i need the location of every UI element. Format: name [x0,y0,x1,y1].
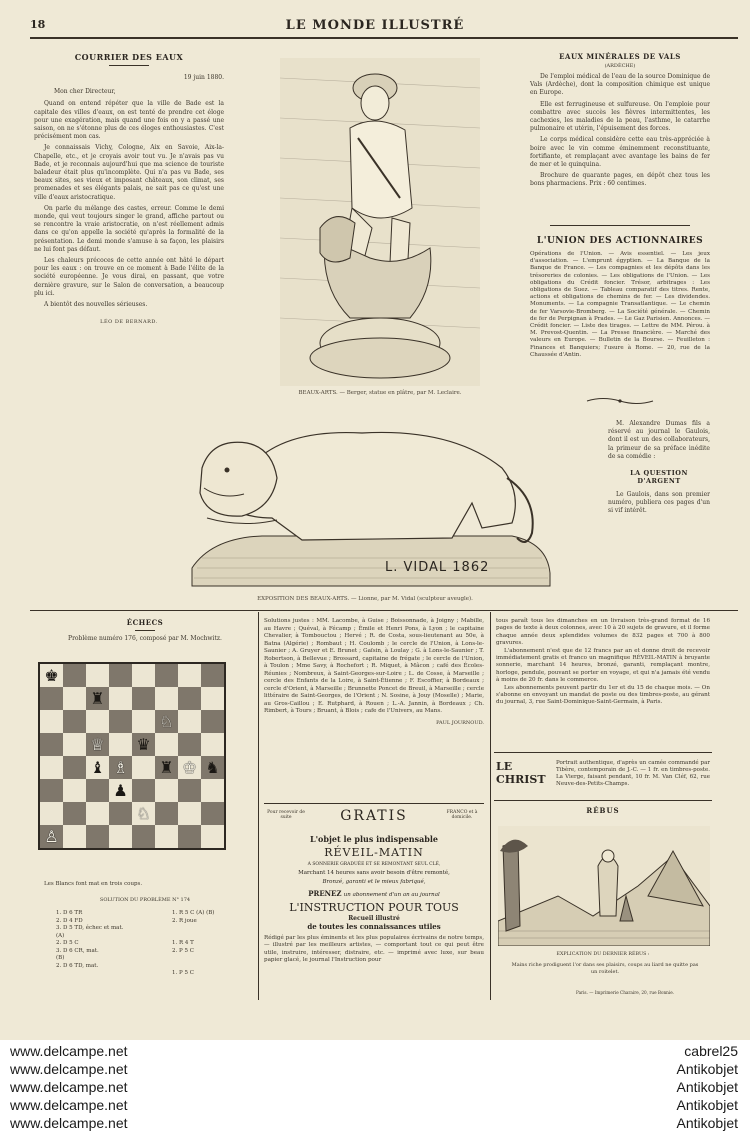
chess-square [132,825,155,848]
gratis-prenez-rest: un abonnement d'un an au journal [343,892,440,898]
chess-square [132,756,155,779]
chess-title: ÉCHECS [126,618,164,627]
chess-square [40,779,63,802]
vals-divider [550,225,690,226]
chess-square [178,664,201,687]
chess-square [109,733,132,756]
chess-piece: ♟ [113,781,128,800]
watermark-left: www.delcampe.net [10,1097,128,1113]
chess-square [178,779,201,802]
chess-square [155,825,178,848]
courrier-body [34,100,224,309]
solution-move: (A) [56,932,65,939]
chess-square [109,664,132,687]
chess-square [201,687,224,710]
solution-move [172,925,252,933]
chess-piece: ♞ [205,758,220,777]
chess-square [155,779,178,802]
solution-move: 2. D 6 TD, mat. [56,962,99,969]
lioness-sculpture-engraving [182,408,557,588]
chess-square [155,802,178,825]
chess-square [155,687,178,710]
chess-square [201,779,224,802]
chess-square [109,687,132,710]
chess-square [63,756,86,779]
solution-move [172,955,252,963]
chess-square [109,802,132,825]
vals-paragraph: De l'emploi médical de l'eau de la source Dominique de Vals (Ardèche), dont la composition chimique est unique en Europe. [530,73,710,97]
solution-move: 1. R 5 C (A) (B) [172,910,215,916]
gratis-body: Rédigé par les plus éminents et les plus populaires écrivains de notre temps, — illustré par les meilleurs artistes, — comportant tout ce qui peut être utile, instruire, intéresser, distraire, etc. — imprimé avec luxe, sur beau papier glacé, le journal l'Instruction pour [264,935,484,964]
chess-section [34,618,256,643]
chess-square [63,802,86,825]
ornament-divider [585,396,655,406]
rebus-illustration [498,826,710,946]
union-body: Opérations de l'Union. — Avis essentiel. — Les jeux d'association. — L'emprunt égyptien. — La Banque de la Banque de France. — Les compagnies et les dépôts dans les trésoreries de colonies. — Les obligations de l'Union. — Les obligations du Crédit foncier. Trésor, arbitrages : Les obligations de Suez. — Tableau comparatif des titres. Rente, actions et obligations de chemins de fer. — Les dividendes. Monuments. — La compagnie Transatlantique. — Le chemin de fer Varsovie-Bromberg. — La Société générale. — Chemin de fer de Perpignan à Prades. — Le Gaz Parisien. Annonces. — Crédit foncier. — Liste des tirages. — Lettre de MM. Pérou. à M. Prevost-Quentin. — La Presse financière. — Marché des valeurs en Europe. — Bulletin de la Bourse. — Feuilleton : Finances et Banquiers; l'usure à Rome. — 20, rue de la Chaussée d'Antin. [530,251,710,358]
title-rule [109,65,149,66]
chess-square [86,802,109,825]
courrier-article [34,48,224,325]
chess-square [201,710,224,733]
chess-piece: ♘ [136,804,151,823]
chess-square [132,779,155,802]
watermark-left: www.delcampe.net [10,1061,128,1077]
chess-piece: ♔ [182,758,197,777]
chess-square [63,825,86,848]
chess-piece: ♕ [90,735,105,754]
christ-title: LE CHRIST [496,760,546,786]
rebus-section [496,806,710,815]
journal-title: LE MONDE ILLUSTRÉ [285,18,465,33]
lioness-caption: EXPOSITION DES BEAUX-ARTS. — Lionne, par M. Vidal (sculpteur aveugle). [257,596,473,602]
gratis-desc3: Bronzé, garanti et le mieux fabriqué, [322,879,426,885]
courrier-paragraph: On parle du mélange des castes, erreur. Comme le demi monde, qui veut toujours singer le grand, affiche partout ou se rencontre la vraie aristocratie, on n'est réellement admis dans ce qu'on appelle la société qu'après la formalité de la présentation. Le demi monde s'amuse à sa façon, les plaisirs ne lui font pas défaut. [34,204,224,253]
courrier-signature: LÉO DE BERNARD. [100,319,158,326]
solution-move: (B) [56,955,65,961]
shepherd-statue-engraving [280,58,480,386]
solution-move: 1. D 6 TR [56,910,83,916]
chess-square [132,710,155,733]
chess-square [86,825,109,848]
solutions-body: Solutions justes : MM. Lacombe, à Guise ; Boissonnade, à Joigny ; Mabille, au Havre ; Quéval, à Fécamp ; Émile et Henri Pons, à Lyon ; le capitaine Chevalier, à Tombouctou ; Hervé ; R. de Costa, sous-lieutenant au 50e, à Batna (Algérie) ; Rombaut ; H. Coulomb ; le cercle de l'Union, à Lons-le-Saunier ; A. Gruyer et E. Brunet ; Gaïsin, à Loulay ; G. à Lons-le-Saunier ; T. Robertson, à Bellevue ; Brossard, capitaine de frégate ; le cercle de l'Union, à Toulon ; Mme Savy, à Rochefort ; R. Miquet, à Mâcon ; café des Écoles-Réunies ; Nombreux, à Saint-Georges-sur-Loire ; L. de Cosse, à Marseille ; cercle des Enfants de la Loire, à Saint-Étienne ; F. Escoffier, à Bordeaux ; cercle d'Orient, à Marseille ; Brunnette Poncet de Breuil, à Marseille ; cercle littéraire de Saint-Georges, de l'Orient ; N. Sosine, à Jouy (Moselle) ; Marie, au Gros-Caillou ; E. Rutphard, à Rouen ; L.-A. Jannin, à Bordeaux ; Ch. Rimbert, à Tours ; Bruant, à Blois ; cafe de l'Univers, au Mans. [264,618,484,714]
watermark-right: cabrel25 [684,1043,738,1059]
dumas-after: Le Gaulois, dans son premier numéro, publiera ces pages d'un si vif intérêt. [608,491,710,515]
chess-square [132,664,155,687]
gratis-prenez: PRENEZ [308,889,342,898]
courrier-paragraph: Quand on entend répéter que la ville de Bade est la capitale des villes d'eaux, on est tenté de prendre cet éloge pour une exagération, mais quand une fois on y a passé une saison, on ne s'étonne plus de ces éloges enthousiastes. C'est précisément mon cas. [34,100,224,141]
vals-body [530,73,710,189]
chess-square [86,710,109,733]
page-number: 18 [30,18,46,31]
column-rule [258,612,259,1000]
chess-square [178,825,201,848]
vals-title: EAUX MINÉRALES DE VALS [559,52,681,61]
abonnement-text [496,618,710,707]
gratis-left-note: Pour recevoir de suite [267,810,305,820]
gratis-right-note: FRANCO et à domicile. [446,810,478,820]
chess-square [178,710,201,733]
courrier-date: 19 juin 1880. [183,74,224,81]
chess-square [40,756,63,779]
solution-move: 2. D 5 C [56,940,79,946]
solution-move: 2. P 5 C [172,947,194,954]
chess-piece: ♙ [44,827,59,846]
abonnement-body3: Les abonnements peuvent partir du 1er et du 15 de chaque mois. — On s'abonne en envoyant un mandat de poste ou des timbres-poste, au gérant du journal, 3, rue Saint-Dominique-Saint-Germain, à Paris. [496,684,710,706]
column-rule [490,612,491,1000]
chess-square [201,664,224,687]
solution-move: 2. D 4 FD [56,917,83,924]
gratis-title: GRATIS [340,808,408,824]
vals-paragraph: Elle est ferrugineuse et sulfureuse. On l'emploie pour combattre avec succès les fièvres intermittentes, les cachexies, les maladies de la peau, l'asthme, le catarrhe pulmonaire et utérin, l'épuisement des forces. [530,100,710,133]
chess-square [201,825,224,848]
solution-move: 2. R joue [172,917,197,924]
rebus-answer: Mains riche prodiguent l'or dans ses plaisirs, coups au liard ne quitte pas un roitelet. [511,962,699,975]
gratis-desc1: A SONNERIE GRADUÉE ET SE REMONTANT SEUL CLÉ, [307,862,441,867]
courrier-paragraph: Les chaleurs précoces de cette année ont hâté le départ pour les eaux : on trouve en ce moment à Bade l'élite de la société européenne. Je vous dirai, en passant, que votre dernière gravure, sur le Salon de conversation, a beaucoup plu ici. [34,257,224,297]
solution-move: 1. R 4 T [172,940,194,946]
solution-move: 1. P 5 C [172,970,194,976]
chess-square [178,687,201,710]
chess-legend: Les Blancs font mat en trois coups. [44,881,143,887]
watermark-left: www.delcampe.net [10,1115,128,1131]
courrier-paragraph: Je connaissais Vichy, Cologne, Aix en Savoie, Aix-la-Chapelle, etc., et je croyais avoir tout vu. Je n'avais pas vu Bade, et je reconnais aujourd'hui que ma science de touriste baladeur était plus qu'incomplète. Qui n'a pas vu Bade, ses beaux sites, ses vieux et imposant châteaux, son climat, ses promenades et ses élégants palais, ne sait pas ce qu'est une ville d'eaux aristocratique. [34,144,224,201]
watermark-left: www.delcampe.net [10,1079,128,1095]
solutions-list [264,618,484,726]
abonnement-body1: tous paraît tous les dimanches en un livraison très-grand format de 16 pages de texte à deux colonnes, avec 10 à 20 sujets de gravure, et il forme chaque année deux splendides volumes de 832 pages et 700 à 800 gravures. [496,618,710,647]
solution-moves-black [172,910,252,978]
christ-rule [494,752,712,753]
watermark-right: Antikobjet [676,1061,738,1077]
vals-subtitle: (ARDÈCHE) [604,63,636,69]
rebus-caption: EXPLICATION DU DERNIER RÉBUS : [556,952,650,957]
courrier-title: COURRIER DES EAUX [74,52,184,62]
vals-paragraph: Le corps médical considère cette eau très-appréciée à boire avec le vin comme éminemment reconstituante, fortifiante, et remplaçant avec avantage les bains de fer de mer et le quinquina. [530,136,710,169]
dumas-notice [608,420,710,516]
courrier-salutation: Mon cher Directeur, [54,88,116,96]
chess-piece: ♛ [136,735,151,754]
rebus-rule [494,800,712,801]
chess-square [63,779,86,802]
watermark-right: Antikobjet [676,1097,738,1113]
chess-square [132,687,155,710]
watermark-left: www.delcampe.net [10,1043,128,1059]
chess-problem: Problème numéro 176, composé par M. Mochwitz. [68,635,222,642]
chess-piece: ♝ [90,758,105,777]
chess-piece: ♗ [113,758,128,777]
solution-title: SOLUTION DU PROBLÈME N° 174 [99,897,191,903]
chess-square [40,687,63,710]
gratis-rule [264,803,484,804]
solution-move [172,933,252,941]
gratis-recueil: Recueil illustré [348,915,400,922]
chess-piece: ♚ [44,666,59,685]
chess-square [86,779,109,802]
chess-square [155,664,178,687]
abonnement-body2: L'abonnement n'est que de 12 francs par an et donne droit de recevoir immédiatement gratis et franco un magnifique RÉVEIL-MATIN à bruyante sonnerie, marchant 14 heures, bronzé, garanti, remplaçant montre, horloge, pendule, pouvant se porter en voyage, et qui n'a jamais été vendu à moins de 20 fr. dans le commerce. [496,647,710,684]
chess-piece: ♜ [159,758,174,777]
gratis-journal: L'INSTRUCTION POUR TOUS [289,901,459,914]
christ-advertisement [496,760,710,788]
dumas-body: M. Alexandre Dumas fils a réservé au journal le Gaulois, dont il est un des collaborateurs, la primeur de sa préface inédite de sa comédie : [608,420,710,460]
chess-square [86,664,109,687]
watermark-right: Antikobjet [676,1079,738,1095]
chess-square [40,733,63,756]
rebus-title: RÉBUS [586,806,620,815]
solutions-signature: PAUL JOURNOUD. [436,719,484,726]
section-rule [30,610,738,611]
vals-paragraph: Brochure de quarante pages, en dépôt chez tous les bons pharmaciens. Prix : 60 centimes. [530,172,710,188]
chess-square [40,802,63,825]
vals-advertisement [530,48,710,192]
courrier-paragraph: A bientôt des nouvelles sérieuses. [44,301,148,309]
chess-square [63,687,86,710]
chess-square [109,825,132,848]
chess-square [63,710,86,733]
gratis-advertisement [264,808,484,965]
gratis-desc2: Marchant 14 heures sans avoir besoin d'être remonté, [298,870,450,876]
chess-square [63,733,86,756]
chess-square [178,733,201,756]
engraver-signature: L. VIDAL 1862 [385,560,490,575]
watermark-right: Antikobjet [676,1115,738,1131]
chess-square [178,802,201,825]
chess-square [201,802,224,825]
solution-moves-white [56,910,156,970]
chess-square [155,733,178,756]
statue-caption: BEAUX-ARTS. — Berger, statue en plâtre, par M. Leclaire. [298,390,462,396]
gratis-line1: L'objet le plus indispensable [309,834,439,844]
chess-square [40,710,63,733]
christ-body: Portrait authentique, d'après un camée commandé par Tibère, contemporain de J.-C. — 1 fr. en timbres-poste. La Vierge, faisant pendant, 10 fr. M. Van Cléf, 62, rue Neuve-des-Petits-Champs. [556,760,710,787]
chess-piece: ♜ [90,689,105,708]
chess-board [38,662,226,850]
chess-square [201,733,224,756]
header-rule [30,37,738,39]
chess-square [63,664,86,687]
solution-move: 3. D 5 TD, échec et mat. [56,925,124,931]
imprint: Paris. — Imprimerie Charaire, 20, rue Bonnie. [575,990,675,995]
union-title: L'UNION DES ACTIONNAIRES [536,236,704,246]
union-actionnaires [530,236,710,359]
gratis-product: RÉVEIL-MATIN [324,846,424,859]
solution-move: 3. D 6 CR, mat. [56,947,99,954]
play-title: LA QUESTION D'ARGENT [630,469,688,486]
gratis-connaissances: de toutes les connaissances utiles [307,922,441,931]
solution-move [172,963,252,971]
chess-piece: ♘ [159,712,174,731]
chess-title-rule [135,630,155,631]
chess-square [109,710,132,733]
